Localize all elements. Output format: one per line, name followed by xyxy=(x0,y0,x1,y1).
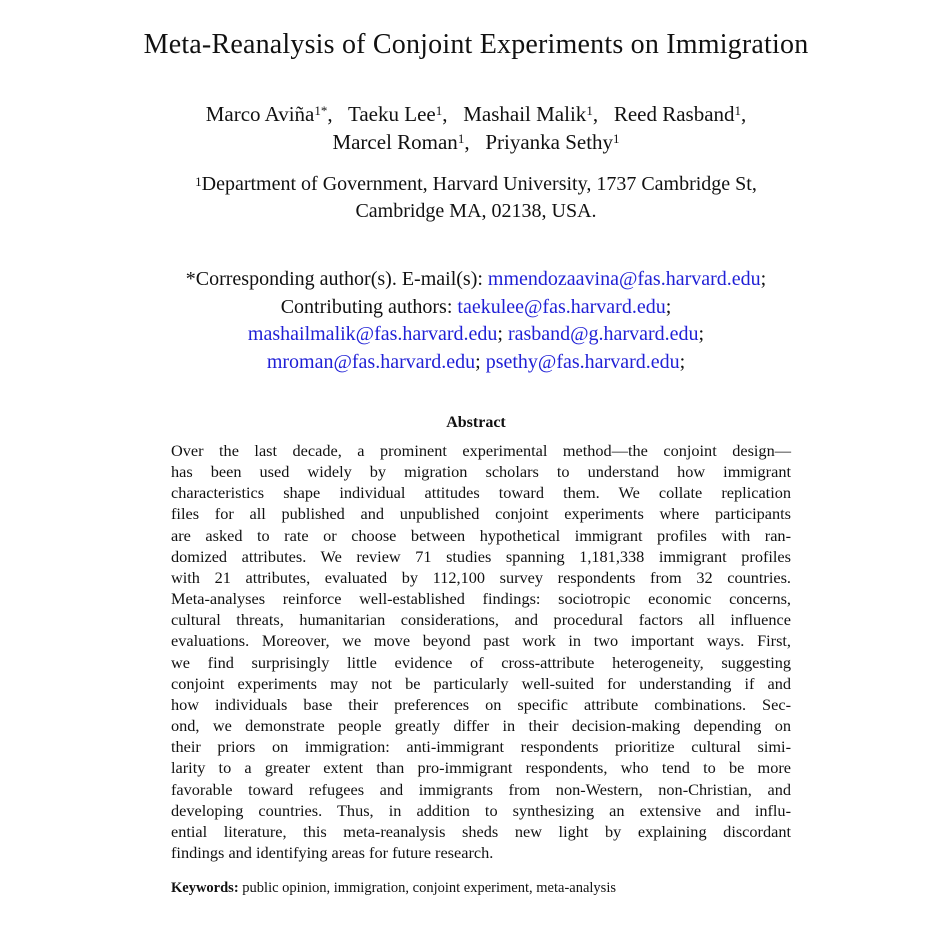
corresponding-email-link[interactable]: mmendozaavina@fas.harvard.edu xyxy=(487,268,761,290)
abstract-line: domized attributes. We review 71 studies spanning 1,181,338 immigrant profiles xyxy=(171,546,791,566)
contributing-line-1 xyxy=(0,294,952,322)
email-separator: ; xyxy=(665,295,672,318)
paper-title: Meta-Reanalysis of Conjoint Experiments on Immigration xyxy=(143,29,809,60)
author-line-1 xyxy=(0,100,952,128)
email-separator: ; xyxy=(760,268,767,290)
abstract-line: developing countries. Thus, in addition to synthesizing an extensive and influ- xyxy=(171,800,791,820)
keywords-label: Keywords: xyxy=(171,880,239,896)
abstract-line: we find surprisingly little evidence of cross-attribute heterogeneity, suggesting xyxy=(171,652,791,672)
abstract-line: ond, we demonstrate people greatly differ in their decision-making depending on xyxy=(171,716,791,736)
author-line-2 xyxy=(0,128,952,156)
author-separator: , xyxy=(442,102,458,126)
email-separator: ; xyxy=(698,323,705,345)
abstract-line: conjoint experiments may not be particularly well-suited for understanding if and xyxy=(171,673,791,693)
author-name: Priyanka Sethy xyxy=(485,130,614,154)
author-separator: , xyxy=(592,102,609,126)
abstract-body xyxy=(171,440,791,863)
abstract-line: evaluations. Moreover, we move beyond past work in two important ways. First, xyxy=(171,631,791,651)
author-name: Mashail Malik xyxy=(463,102,587,126)
author-affiliation-mark: 1* xyxy=(314,103,328,118)
abstract-line: characteristics shape individual attitudes toward them. We collate replication xyxy=(171,483,791,503)
email-separator: ; xyxy=(679,350,686,373)
abstract-line: favorable toward refugees and immigrants from non-Western, non-Christian, and xyxy=(171,779,791,799)
abstract-line: findings and identifying areas for future research. xyxy=(171,842,494,862)
contributing-email-link[interactable]: rasband@g.harvard.edu xyxy=(507,323,699,345)
author-name: Taeku Lee xyxy=(348,102,436,126)
author-affiliation-mark: 1 xyxy=(734,103,742,118)
corresponding-label: *Corresponding author(s). E-mail(s): xyxy=(185,268,483,290)
correspondence-block xyxy=(0,266,952,376)
author-name: Marcel Roman xyxy=(332,130,458,154)
author-affiliation-mark: 1 xyxy=(586,103,593,118)
affiliation-text-1: Department of Government, Harvard University, 1737 Cambridge St, xyxy=(201,173,757,195)
email-separator: ; xyxy=(475,350,481,373)
corresponding-line xyxy=(0,266,952,294)
author-separator: , xyxy=(741,102,747,126)
abstract-line: their priors on immigration: anti-immigrant respondents prioritize cultural simi- xyxy=(171,737,791,757)
abstract-line: has been used widely by migration scholars to understand how immigrant xyxy=(171,462,791,482)
contributing-email-link[interactable]: mashailmalik@fas.harvard.edu xyxy=(247,323,498,345)
affiliation-line-2: Cambridge MA, 02138, USA. xyxy=(355,200,597,222)
abstract-line: how individuals base their preferences on specific attribute combinations. Sec- xyxy=(171,694,791,714)
author-affiliation-mark: 1 xyxy=(613,131,620,146)
abstract-line: are asked to rate or choose between hypothetical immigrant profiles with ran- xyxy=(171,525,791,545)
author-affiliation-mark: 1 xyxy=(457,131,465,146)
author-list xyxy=(0,100,952,156)
author-name: Marco Aviña xyxy=(205,102,315,126)
affiliation xyxy=(0,171,952,225)
abstract-heading: Abstract xyxy=(446,414,506,431)
abstract-line: with 21 attributes, evaluated by 112,100 survey respondents from 32 countries. xyxy=(171,567,791,587)
contributing-label: Contributing authors: xyxy=(280,295,453,318)
affiliation-mark: 1 xyxy=(195,174,202,189)
abstract-line: Meta-analyses reinforce well-established findings: sociotropic economic concerns, xyxy=(171,589,791,609)
abstract-line: ential literature, this meta-reanalysis sheds new light by explaining discordant xyxy=(171,821,791,841)
author-name: Reed Rasband xyxy=(613,102,735,126)
author-separator: , xyxy=(464,130,481,154)
abstract-line: larity to a greater extent than pro-immigrant respondents, who tend to be more xyxy=(171,758,791,778)
contributing-email-link[interactable]: taekulee@fas.harvard.edu xyxy=(457,295,666,318)
abstract-line: cultural threats, humanitarian considerations, and procedural factors all influence xyxy=(171,610,791,630)
author-affiliation-mark: 1 xyxy=(435,103,443,118)
contributing-line-3 xyxy=(0,349,952,377)
abstract-line: Over the last decade, a prominent experimental method—the conjoint design— xyxy=(171,441,791,460)
contributing-email-link[interactable]: mroman@fas.harvard.edu xyxy=(266,350,476,373)
affiliation-line-1 xyxy=(0,171,952,198)
abstract-line: files for all published and unpublished conjoint experiments where participants xyxy=(171,504,791,524)
email-separator: ; xyxy=(497,323,503,345)
keywords xyxy=(171,880,616,897)
contributing-line-2 xyxy=(0,321,952,349)
author-separator: , xyxy=(327,102,344,126)
contributing-email-link[interactable]: psethy@fas.harvard.edu xyxy=(485,350,680,373)
keywords-text: public opinion, immigration, conjoint experiment, meta-analysis xyxy=(242,880,616,896)
